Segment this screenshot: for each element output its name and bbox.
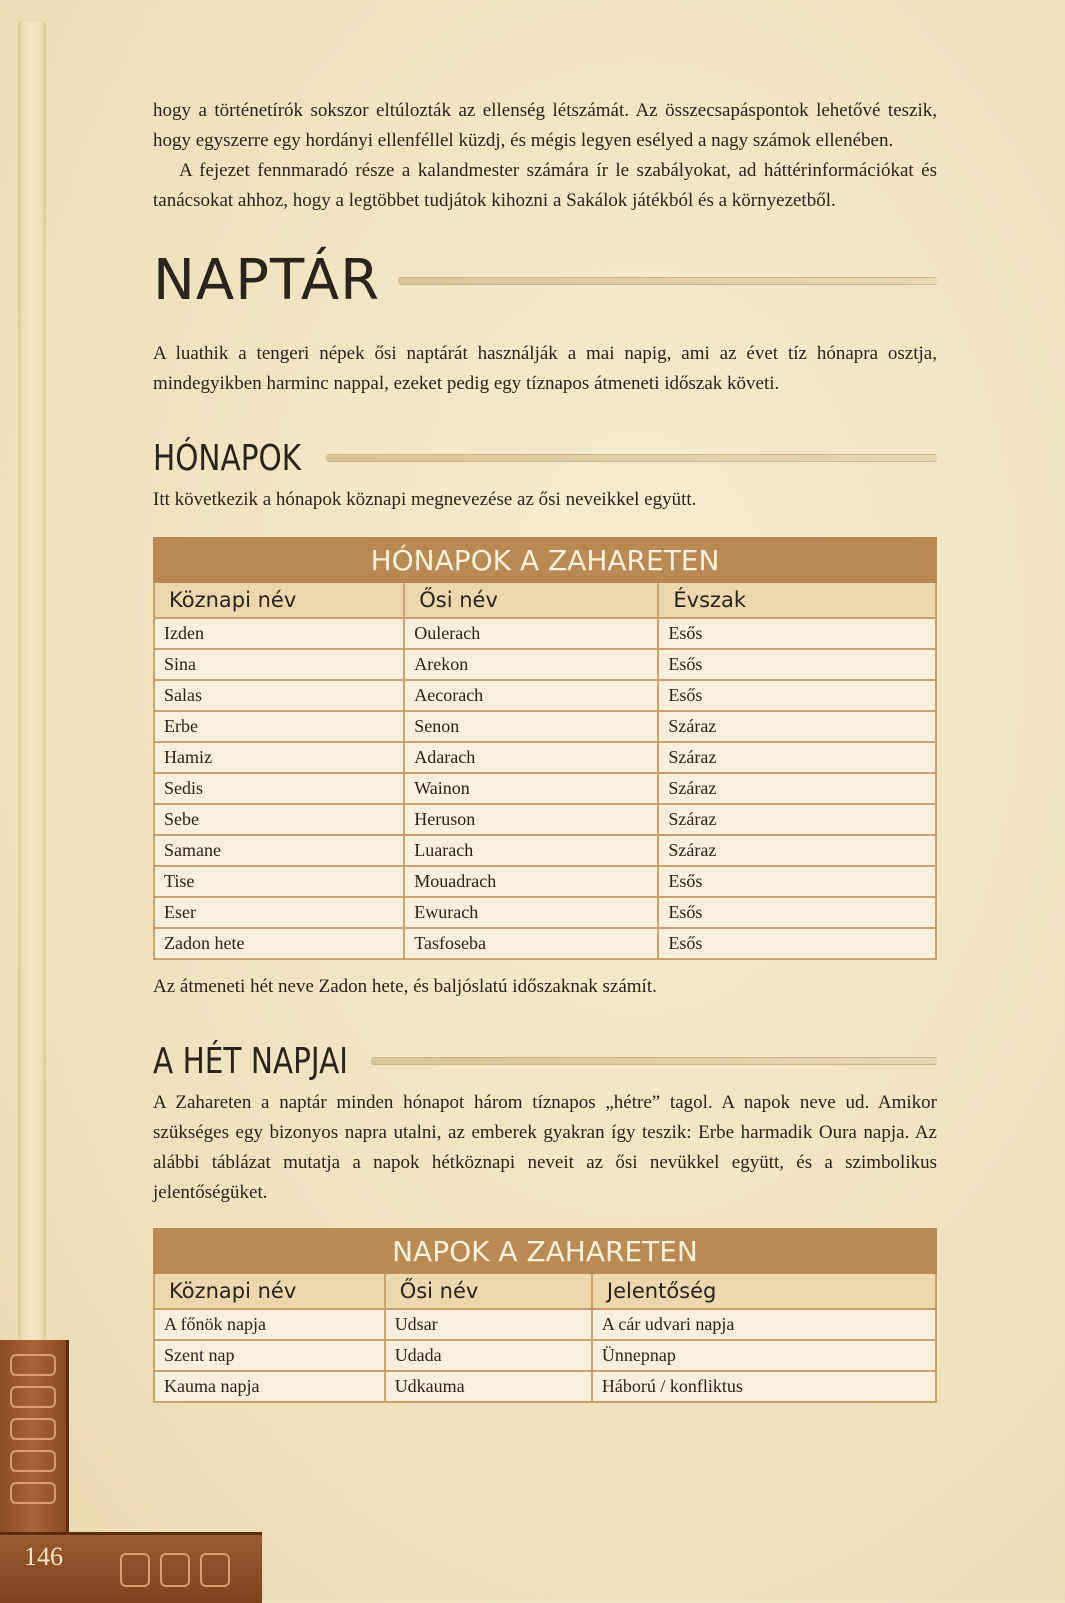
intro-paragraph: hogy a történetírók sokszor eltúlozták az ellenség létszámát. Az összecsapáspontok lehetővé teszik, hogy egyszerre egy hordányi ellenféllel küzdj, és mégis legyen esélyed a nagy számok ellenében. xyxy=(153,100,937,151)
honapok-paragraph: Itt következik a hónapok köznapi megnevezése az ősi neveikkel együtt. xyxy=(153,489,697,510)
table-cell: Eser xyxy=(154,897,404,928)
days-col-meaning: Jelentőség xyxy=(592,1273,936,1309)
table-row xyxy=(154,897,936,928)
het-napjai-paragraph: A Zahareten a naptár minden hónapot három tíznapos „hétre” tagol. A napok neve ud. Amikor szükséges egy bizonyos napra utalni, az emberek gyakran így teszik: Erbe harmadik Oura napja. Az alábbi táblázat mutatja a napok hétköznapi neveit az ősi nevükkel együtt, és a szimbolikus jelentőségüket. xyxy=(153,1092,937,1203)
months-col-common-name: Köznapi név xyxy=(154,582,404,618)
table-row xyxy=(154,649,936,680)
table-cell: Száraz xyxy=(658,804,936,835)
table-cell: Ünnepnap xyxy=(592,1340,936,1371)
table-cell: A főnök napja xyxy=(154,1309,385,1340)
table-cell: Erbe xyxy=(154,711,404,742)
table-cell: Senon xyxy=(404,711,658,742)
table-cell: Arekon xyxy=(404,649,658,680)
page-border-ornament xyxy=(18,22,46,1342)
table-cell: Esős xyxy=(658,680,936,711)
table-row xyxy=(154,711,936,742)
table-cell: Mouadrach xyxy=(404,866,658,897)
table-cell: Udada xyxy=(385,1340,592,1371)
het-napjai-heading: A HÉT NAPJAI xyxy=(153,1040,349,1082)
table-cell: Hamiz xyxy=(154,742,404,773)
intro-paragraph: A fejezet fennmaradó része a kalandmester számára ír le szabályokat, ad háttérinformációkat és tanácsokat ahhoz, hogy a legtöbbet tudjátok kihozni a Sakálok játékból és a környezetből. xyxy=(153,160,937,211)
table-cell: Zadon hete xyxy=(154,928,404,959)
table-cell: Salas xyxy=(154,680,404,711)
table-row xyxy=(154,928,936,959)
months-col-ancient-name: Ősi név xyxy=(404,582,658,618)
transition-week-paragraph: Az átmeneti hét neve Zadon hete, és baljóslatú időszaknak számít. xyxy=(153,976,657,997)
ornament-notch xyxy=(10,1354,56,1376)
table-cell: Udkauma xyxy=(385,1371,592,1402)
table-cell: Esős xyxy=(658,897,936,928)
ornament-notch xyxy=(10,1386,56,1408)
table-cell: Esős xyxy=(658,866,936,897)
table-cell: Heruson xyxy=(404,804,658,835)
ornament-notch xyxy=(10,1482,56,1504)
page-content xyxy=(153,96,937,1403)
table-cell: Tise xyxy=(154,866,404,897)
ornament-notch xyxy=(10,1450,56,1472)
table-cell: Száraz xyxy=(658,742,936,773)
table-cell: Wainon xyxy=(404,773,658,804)
ornament-notch xyxy=(10,1418,56,1440)
heading-rule xyxy=(326,454,937,462)
heading-rule xyxy=(371,1057,937,1065)
naptar-heading-row xyxy=(153,248,937,313)
table-row xyxy=(154,835,936,866)
table-cell: Udsar xyxy=(385,1309,592,1340)
table-cell: Luarach xyxy=(404,835,658,866)
table-cell: Oulerach xyxy=(404,618,658,649)
ornament-notch xyxy=(200,1553,230,1587)
page-number: 146 xyxy=(24,1542,63,1571)
honapok-heading-row xyxy=(153,433,937,483)
table-cell: Ewurach xyxy=(404,897,658,928)
months-table-caption: HÓNAPOK A ZAHARETEN xyxy=(154,538,936,582)
days-col-ancient-name: Ősi név xyxy=(385,1273,592,1309)
table-cell: A cár udvari napja xyxy=(592,1309,936,1340)
days-table-caption: NAPOK A ZAHARETEN xyxy=(154,1229,936,1273)
table-row xyxy=(154,866,936,897)
ornament-notch xyxy=(120,1553,150,1587)
table-cell: Sedis xyxy=(154,773,404,804)
table-row xyxy=(154,1371,936,1402)
table-cell: Száraz xyxy=(658,835,936,866)
table-cell: Sebe xyxy=(154,804,404,835)
table-cell: Esős xyxy=(658,618,936,649)
table-cell: Adarach xyxy=(404,742,658,773)
table-row xyxy=(154,773,936,804)
table-cell: Aecorach xyxy=(404,680,658,711)
table-cell: Samane xyxy=(154,835,404,866)
table-cell: Izden xyxy=(154,618,404,649)
naptar-paragraph: A luathik a tengeri népek ősi naptárát használják a mai napig, ami az évet tíz hónapra osztja, mindegyikben harminc nappal, ezeket pedig egy tíznapos átmeneti időszak követi. xyxy=(153,343,937,394)
table-row xyxy=(154,1309,936,1340)
months-table xyxy=(153,537,937,960)
table-row xyxy=(154,1340,936,1371)
table-cell: Tasfoseba xyxy=(404,928,658,959)
corner-ornament-vertical xyxy=(0,1340,69,1540)
table-cell: Száraz xyxy=(658,711,936,742)
days-col-common-name: Köznapi név xyxy=(154,1273,385,1309)
ornament-notch xyxy=(160,1553,190,1587)
table-row xyxy=(154,804,936,835)
table-cell: Esős xyxy=(658,928,936,959)
naptar-heading: NAPTÁR xyxy=(153,248,381,313)
months-col-season: Évszak xyxy=(658,582,936,618)
table-cell: Esős xyxy=(658,649,936,680)
table-row xyxy=(154,680,936,711)
table-cell: Háború / konfliktus xyxy=(592,1371,936,1402)
table-cell: Száraz xyxy=(658,773,936,804)
table-row xyxy=(154,742,936,773)
heading-rule xyxy=(398,277,937,285)
het-napjai-heading-row xyxy=(153,1036,937,1086)
table-row xyxy=(154,618,936,649)
table-cell: Szent nap xyxy=(154,1340,385,1371)
days-table xyxy=(153,1228,937,1403)
table-cell: Sina xyxy=(154,649,404,680)
table-cell: Kauma napja xyxy=(154,1371,385,1402)
honapok-heading: HÓNAPOK xyxy=(153,437,302,479)
